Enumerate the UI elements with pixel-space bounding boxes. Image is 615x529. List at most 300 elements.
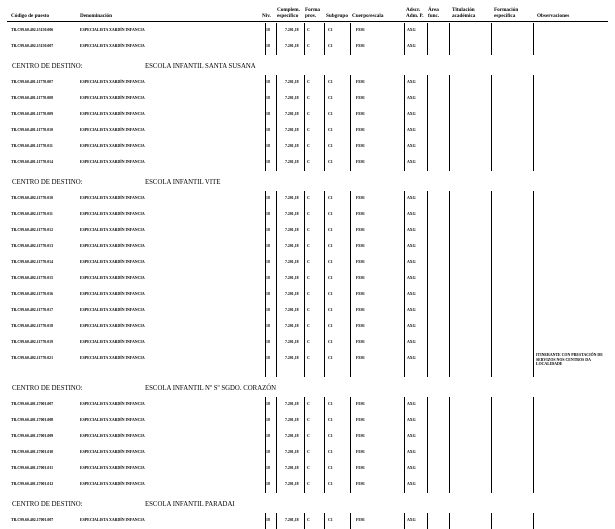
cell-denominacion: ESPECIALISTA XARDÍN INFANCIA: [80, 228, 145, 232]
cell-complemento: 7.201,18: [285, 324, 299, 328]
column-divider: [265, 319, 266, 335]
column-divider: [404, 207, 405, 223]
cell-denominacion: ESPECIALISTA XARDÍN INFANCIA: [80, 324, 145, 328]
cell-forma: C: [307, 96, 310, 100]
table-row: [0, 351, 615, 377]
cell-niv: 18: [266, 112, 270, 116]
column-divider: [427, 75, 428, 91]
cell-codigo: TR.C99.60.401.17001.007: [11, 402, 54, 406]
column-divider: [350, 155, 351, 171]
column-divider: [350, 477, 351, 493]
cell-niv: 18: [266, 482, 270, 486]
cell-subgrupo: C1: [328, 518, 333, 522]
column-divider: [533, 429, 534, 445]
cell-denominacion: ESPECIALISTA XARDÍN INFANCIA: [80, 260, 145, 264]
column-divider: [449, 513, 450, 529]
cell-codigo: TR.C99.60.402.11770.019: [11, 340, 54, 344]
column-divider: [533, 207, 534, 223]
column-divider: [404, 155, 405, 171]
column-divider: [533, 445, 534, 461]
column-divider: [427, 223, 428, 239]
cell-niv: 18: [266, 228, 270, 232]
cell-denominacion: ESPECIALISTA XARDÍN INFANCIA: [80, 402, 145, 406]
cell-adscripcion: AXG: [407, 28, 416, 32]
header-observaciones: Observaciones: [537, 13, 570, 19]
column-divider: [350, 287, 351, 303]
cell-cuerpo: FE01: [356, 434, 365, 438]
center-label: CENTRO DE DESTINO:: [12, 63, 83, 70]
cell-forma: C: [307, 324, 310, 328]
cell-subgrupo: C1: [328, 418, 333, 422]
table-row: [0, 429, 615, 445]
cell-cuerpo: FE01: [356, 356, 365, 360]
cell-subgrupo: C1: [328, 434, 333, 438]
column-divider: [491, 303, 492, 319]
column-divider: [533, 223, 534, 239]
column-divider: [265, 23, 266, 39]
column-divider: [324, 91, 325, 107]
center-label: CENTRO DE DESTINO:: [12, 501, 83, 508]
table-row: [0, 123, 615, 139]
cell-niv: 18: [266, 260, 270, 264]
cell-cuerpo: FE01: [356, 80, 365, 84]
column-divider: [304, 303, 305, 319]
cell-subgrupo: C1: [328, 144, 333, 148]
cell-denominacion: ESPECIALISTA XARDÍN INFANCIA: [80, 244, 145, 248]
header-formacion-1: Formación: [494, 7, 519, 13]
column-divider: [404, 477, 405, 493]
header-titulacion-2: académica: [452, 13, 476, 19]
table-row: [0, 303, 615, 319]
cell-complemento: 7.201,18: [285, 434, 299, 438]
column-divider: [304, 91, 305, 107]
header-complem-2: específico: [277, 13, 299, 19]
cell-niv: 18: [266, 196, 270, 200]
center-label: CENTRO DE DESTINO:: [12, 385, 83, 392]
column-divider: [491, 75, 492, 91]
column-divider: [404, 319, 405, 335]
cell-codigo: TR.C99.60.402.15150.007: [11, 44, 54, 48]
cell-codigo: TR.C99.60.402.11770.016: [11, 292, 54, 296]
column-divider: [265, 413, 266, 429]
cell-denominacion: ESPECIALISTA XARDÍN INFANCIA: [80, 450, 145, 454]
column-divider: [276, 303, 277, 319]
cell-codigo: TR.C99.60.402.11770.018: [11, 324, 54, 328]
column-divider: [491, 255, 492, 271]
column-divider: [404, 351, 405, 377]
cell-complemento: 7.201,18: [285, 466, 299, 470]
cell-cuerpo: FE01: [356, 292, 365, 296]
cell-subgrupo: C1: [328, 128, 333, 132]
column-divider: [427, 207, 428, 223]
column-divider: [276, 123, 277, 139]
column-divider: [350, 239, 351, 255]
column-divider: [350, 303, 351, 319]
column-divider: [404, 191, 405, 207]
table-row: [0, 413, 615, 429]
column-divider: [324, 461, 325, 477]
cell-adscripcion: AXG: [407, 482, 416, 486]
column-divider: [449, 123, 450, 139]
cell-forma: C: [307, 518, 310, 522]
cell-denominacion: ESPECIALISTA XARDÍN INFANCIA: [80, 196, 145, 200]
column-divider: [304, 39, 305, 55]
column-divider: [491, 239, 492, 255]
column-divider: [491, 139, 492, 155]
cell-adscripcion: AXG: [407, 112, 416, 116]
column-divider: [350, 255, 351, 271]
column-divider: [533, 461, 534, 477]
table-row: [0, 107, 615, 123]
cell-adscripcion: AXG: [407, 450, 416, 454]
cell-niv: 18: [266, 244, 270, 248]
column-divider: [533, 303, 534, 319]
cell-niv: 18: [266, 160, 270, 164]
column-divider: [449, 477, 450, 493]
cell-codigo: TR.C99.60.402.11770.014: [11, 260, 54, 264]
column-divider: [324, 303, 325, 319]
cell-niv: 18: [266, 28, 270, 32]
cell-complemento: 7.201,18: [285, 292, 299, 296]
column-divider: [304, 223, 305, 239]
cell-niv: 18: [266, 96, 270, 100]
center-name: ESCOLA INFANTIL SANTA SUSANA: [145, 63, 256, 70]
column-divider: [491, 223, 492, 239]
cell-niv: 18: [266, 212, 270, 216]
column-divider: [265, 513, 266, 529]
column-divider: [276, 271, 277, 287]
column-divider: [491, 429, 492, 445]
column-divider: [427, 191, 428, 207]
column-divider: [427, 91, 428, 107]
cell-denominacion: ESPECIALISTA XARDÍN INFANCIA: [80, 466, 145, 470]
column-divider: [304, 123, 305, 139]
table-row: [0, 513, 615, 529]
cell-denominacion: ESPECIALISTA XARDÍN INFANCIA: [80, 292, 145, 296]
column-divider: [350, 271, 351, 287]
column-divider: [350, 413, 351, 429]
column-divider: [491, 191, 492, 207]
column-divider: [350, 123, 351, 139]
table-row: [0, 287, 615, 303]
cell-subgrupo: C1: [328, 324, 333, 328]
cell-subgrupo: C1: [328, 340, 333, 344]
cell-adscripcion: AXG: [407, 340, 416, 344]
cell-niv: 18: [266, 518, 270, 522]
cell-codigo: TR.C99.60.402.11770.021: [11, 356, 54, 360]
cell-subgrupo: C1: [328, 44, 333, 48]
cell-codigo: TR.C99.60.402.11770.017: [11, 308, 54, 312]
column-divider: [265, 39, 266, 55]
column-divider: [491, 91, 492, 107]
cell-codigo: TR.C99.60.401.11770.010: [11, 128, 54, 132]
cell-subgrupo: C1: [328, 28, 333, 32]
column-divider: [276, 91, 277, 107]
cell-adscripcion: AXG: [407, 324, 416, 328]
column-divider: [350, 223, 351, 239]
cell-cuerpo: FE01: [356, 518, 365, 522]
cell-adscripcion: AXG: [407, 418, 416, 422]
column-divider: [324, 287, 325, 303]
column-divider: [491, 271, 492, 287]
column-divider: [449, 255, 450, 271]
cell-niv: 18: [266, 434, 270, 438]
cell-forma: C: [307, 196, 310, 200]
cell-codigo: TR.C99.60.402.11770.015: [11, 276, 54, 280]
column-divider: [427, 429, 428, 445]
column-divider: [404, 139, 405, 155]
cell-codigo: TR.C99.60.401.17001.008: [11, 418, 54, 422]
cell-cuerpo: FE01: [356, 144, 365, 148]
cell-cuerpo: FE01: [356, 340, 365, 344]
column-divider: [265, 335, 266, 351]
column-divider: [449, 429, 450, 445]
column-divider: [491, 335, 492, 351]
column-divider: [350, 107, 351, 123]
cell-complemento: 7.201,18: [285, 228, 299, 232]
cell-denominacion: ESPECIALISTA XARDÍN INFANCIA: [80, 434, 145, 438]
column-divider: [533, 335, 534, 351]
cell-niv: 18: [266, 292, 270, 296]
column-divider: [304, 351, 305, 377]
column-divider: [449, 335, 450, 351]
column-divider: [449, 23, 450, 39]
column-divider: [265, 445, 266, 461]
cell-denominacion: ESPECIALISTA XARDÍN INFANCIA: [80, 418, 145, 422]
column-divider: [350, 91, 351, 107]
cell-subgrupo: C1: [328, 292, 333, 296]
cell-denominacion: ESPECIALISTA XARDÍN INFANCIA: [80, 308, 145, 312]
cell-niv: 18: [266, 466, 270, 470]
column-divider: [276, 461, 277, 477]
cell-forma: C: [307, 276, 310, 280]
table-row: [0, 461, 615, 477]
cell-cuerpo: FE01: [356, 324, 365, 328]
cell-complemento: 7.201,18: [285, 260, 299, 264]
column-divider: [404, 223, 405, 239]
column-divider: [350, 513, 351, 529]
cell-complemento: 7.201,18: [285, 418, 299, 422]
column-divider: [265, 351, 266, 377]
cell-forma: C: [307, 44, 310, 48]
cell-subgrupo: C1: [328, 356, 333, 360]
cell-complemento: 7.201,18: [285, 80, 299, 84]
column-divider: [491, 39, 492, 55]
column-divider: [491, 351, 492, 377]
cell-subgrupo: C1: [328, 482, 333, 486]
column-divider: [304, 23, 305, 39]
column-divider: [276, 155, 277, 171]
column-divider: [324, 139, 325, 155]
column-divider: [427, 155, 428, 171]
header-niv: Niv.: [262, 13, 271, 19]
column-divider: [324, 23, 325, 39]
column-divider: [404, 23, 405, 39]
column-divider: [265, 429, 266, 445]
cell-niv: 18: [266, 308, 270, 312]
cell-subgrupo: C1: [328, 466, 333, 470]
cell-subgrupo: C1: [328, 244, 333, 248]
header-forma-1: Forma: [305, 7, 320, 13]
column-divider: [350, 445, 351, 461]
cell-forma: C: [307, 228, 310, 232]
column-divider: [304, 107, 305, 123]
column-divider: [324, 191, 325, 207]
cell-subgrupo: C1: [328, 450, 333, 454]
header-area-1: Área: [428, 7, 439, 13]
cell-denominacion: ESPECIALISTA XARDÍN INFANCIA: [80, 276, 145, 280]
cell-complemento: 7.201,18: [285, 96, 299, 100]
cell-denominacion: ESPECIALISTA XARDÍN INFANCIA: [80, 212, 145, 216]
column-divider: [276, 397, 277, 413]
column-divider: [449, 461, 450, 477]
column-divider: [449, 139, 450, 155]
column-divider: [427, 239, 428, 255]
cell-adscripcion: AXG: [407, 260, 416, 264]
center-name: ESCOLA INFANTIL VITE: [145, 179, 221, 186]
table-row: [0, 239, 615, 255]
cell-denominacion: ESPECIALISTA XARDÍN INFANCIA: [80, 144, 145, 148]
column-divider: [491, 287, 492, 303]
cell-adscripcion: AXG: [407, 434, 416, 438]
cell-adscripcion: AXG: [407, 44, 416, 48]
cell-cuerpo: FE01: [356, 308, 365, 312]
column-divider: [491, 207, 492, 223]
column-divider: [491, 23, 492, 39]
column-divider: [350, 207, 351, 223]
cell-forma: C: [307, 418, 310, 422]
column-divider: [404, 513, 405, 529]
cell-complemento: 7.201,18: [285, 356, 299, 360]
cell-niv: 18: [266, 340, 270, 344]
cell-niv: 18: [266, 80, 270, 84]
cell-complemento: 7.201,18: [285, 482, 299, 486]
column-divider: [449, 351, 450, 377]
column-divider: [265, 207, 266, 223]
cell-forma: C: [307, 212, 310, 216]
column-divider: [304, 513, 305, 529]
center-name: ESCOLA INFANTIL PARADAI: [145, 501, 235, 508]
cell-codigo: TR.C99.60.401.11770.008: [11, 96, 54, 100]
column-divider: [427, 303, 428, 319]
column-divider: [404, 91, 405, 107]
column-divider: [427, 287, 428, 303]
column-divider: [491, 123, 492, 139]
column-divider: [449, 155, 450, 171]
column-divider: [427, 255, 428, 271]
table-row: [0, 23, 615, 39]
column-divider: [491, 445, 492, 461]
column-divider: [324, 155, 325, 171]
table-row: [0, 207, 615, 223]
column-divider: [427, 39, 428, 55]
cell-subgrupo: C1: [328, 228, 333, 232]
column-divider: [404, 271, 405, 287]
cell-complemento: 7.201,18: [285, 308, 299, 312]
column-divider: [265, 123, 266, 139]
column-divider: [427, 397, 428, 413]
column-divider: [427, 319, 428, 335]
column-divider: [276, 223, 277, 239]
cell-forma: C: [307, 260, 310, 264]
cell-subgrupo: C1: [328, 160, 333, 164]
header-denominacion: Denominación: [80, 13, 112, 19]
column-divider: [449, 287, 450, 303]
table-row: [0, 255, 615, 271]
cell-cuerpo: FE01: [356, 276, 365, 280]
column-divider: [350, 139, 351, 155]
column-divider: [324, 477, 325, 493]
column-divider: [265, 75, 266, 91]
cell-codigo: TR.C99.60.402.11770.012: [11, 228, 54, 232]
column-divider: [276, 39, 277, 55]
cell-subgrupo: C1: [328, 212, 333, 216]
column-divider: [404, 239, 405, 255]
column-divider: [404, 255, 405, 271]
cell-complemento: 7.201,18: [285, 128, 299, 132]
column-divider: [404, 39, 405, 55]
column-divider: [324, 319, 325, 335]
cell-niv: 18: [266, 402, 270, 406]
column-divider: [350, 319, 351, 335]
column-divider: [265, 139, 266, 155]
column-divider: [533, 351, 534, 377]
column-divider: [276, 191, 277, 207]
cell-denominacion: ESPECIALISTA XARDÍN INFANCIA: [80, 28, 145, 32]
column-divider: [404, 397, 405, 413]
cell-forma: C: [307, 340, 310, 344]
cell-forma: C: [307, 128, 310, 132]
table-row: [0, 397, 615, 413]
column-divider: [491, 413, 492, 429]
cell-complemento: 7.201,18: [285, 112, 299, 116]
column-divider: [304, 207, 305, 223]
column-divider: [276, 23, 277, 39]
cell-subgrupo: C1: [328, 308, 333, 312]
cell-forma: C: [307, 244, 310, 248]
column-divider: [491, 513, 492, 529]
cell-adscripcion: AXG: [407, 196, 416, 200]
column-divider: [533, 39, 534, 55]
column-divider: [304, 287, 305, 303]
column-divider: [304, 397, 305, 413]
column-divider: [449, 319, 450, 335]
column-divider: [404, 461, 405, 477]
cell-complemento: 7.201,18: [285, 518, 299, 522]
column-divider: [491, 477, 492, 493]
column-divider: [449, 207, 450, 223]
cell-codigo: TR.C99.60.401.17001.011: [11, 466, 54, 470]
column-divider: [265, 191, 266, 207]
cell-complemento: 7.201,18: [285, 244, 299, 248]
column-divider: [304, 239, 305, 255]
column-divider: [449, 75, 450, 91]
cell-adscripcion: AXG: [407, 244, 416, 248]
table-row: [0, 335, 615, 351]
cell-codigo: TR.C99.60.402.15150.006: [11, 28, 54, 32]
column-divider: [304, 335, 305, 351]
cell-cuerpo: FE01: [356, 28, 365, 32]
column-divider: [324, 239, 325, 255]
cell-adscripcion: AXG: [407, 144, 416, 148]
column-divider: [449, 91, 450, 107]
column-divider: [427, 123, 428, 139]
cell-adscripcion: AXG: [407, 402, 416, 406]
cell-niv: 18: [266, 128, 270, 132]
column-divider: [427, 23, 428, 39]
column-divider: [324, 107, 325, 123]
cell-forma: C: [307, 292, 310, 296]
